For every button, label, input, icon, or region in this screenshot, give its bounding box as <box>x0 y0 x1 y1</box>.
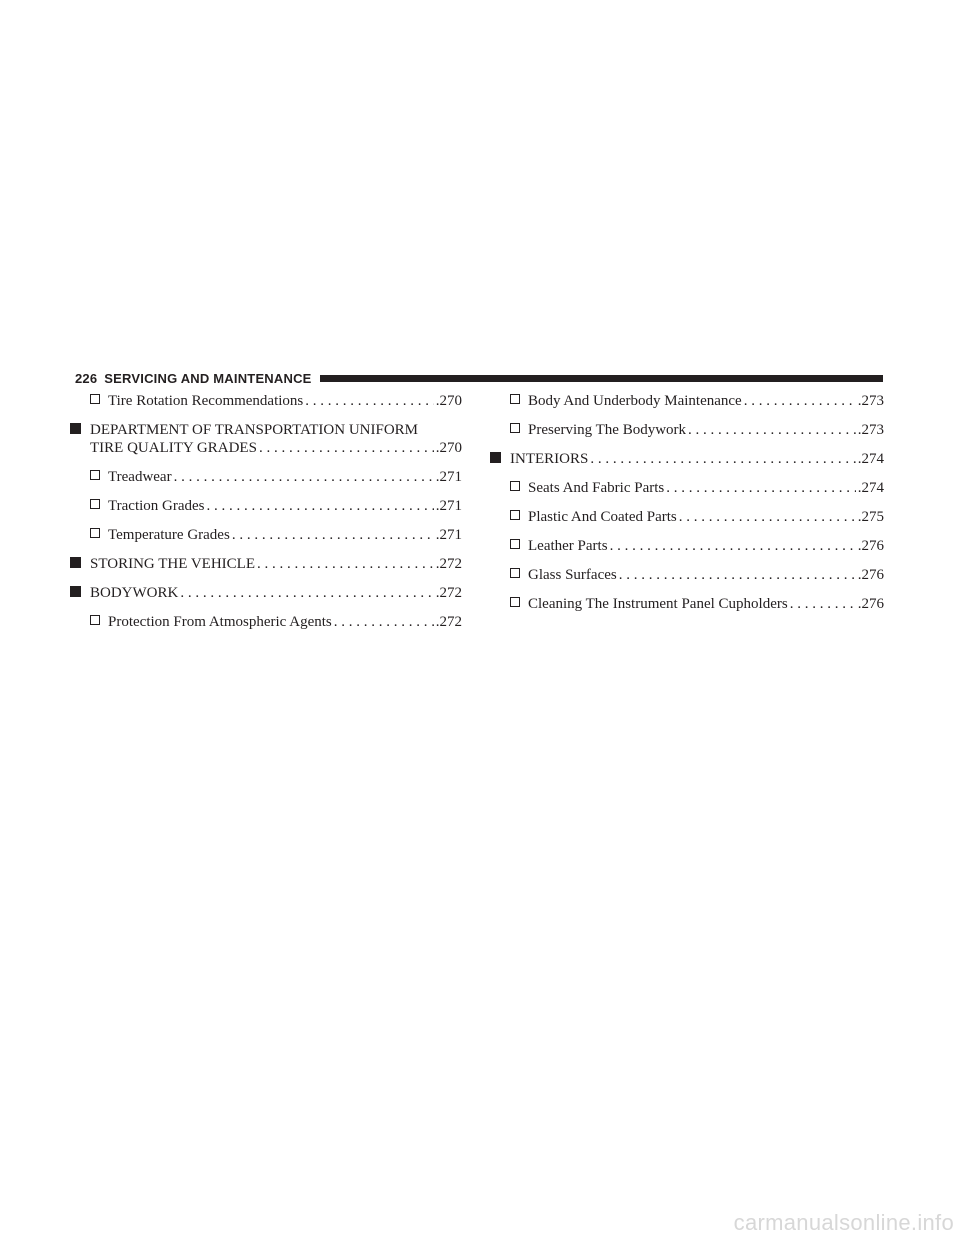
toc-entry-page: .274 <box>857 451 884 467</box>
toc-entry-page: .276 <box>857 596 884 612</box>
toc-entry-label: Tire Rotation Recommendations <box>108 393 304 409</box>
hollow-square-bullet-icon <box>510 568 520 578</box>
dot-leader <box>174 468 434 486</box>
hollow-square-bullet-icon <box>510 539 520 549</box>
toc-entry-page: .270 <box>435 440 462 456</box>
hollow-square-bullet-icon <box>90 615 100 625</box>
page-number: 226 <box>75 371 98 386</box>
toc-entry[interactable] <box>90 613 462 631</box>
dot-leader <box>232 526 434 544</box>
toc-entry-label: INTERIORS <box>510 451 589 467</box>
dot-leader <box>610 537 856 555</box>
page-header <box>75 371 883 386</box>
dot-leader <box>207 497 434 515</box>
toc-entry-label: STORING THE VEHICLE <box>90 556 255 572</box>
filled-square-bullet-icon <box>70 557 81 568</box>
hollow-square-bullet-icon <box>510 394 520 404</box>
filled-square-bullet-icon <box>70 423 81 434</box>
toc-entry-page: .276 <box>857 538 884 554</box>
toc-entry[interactable] <box>70 555 462 573</box>
toc-entry-label: Glass Surfaces <box>528 567 617 583</box>
toc-entry[interactable] <box>90 392 462 410</box>
toc-entry[interactable] <box>510 421 884 439</box>
toc-entry-label-continued: TIRE QUALITY GRADES <box>90 440 257 456</box>
section-title: SERVICING AND MAINTENANCE <box>104 371 312 386</box>
toc-entry-label: BODYWORK <box>90 585 179 601</box>
hollow-square-bullet-icon <box>510 423 520 433</box>
hollow-square-bullet-icon <box>90 470 100 480</box>
toc-entry-page: .275 <box>857 509 884 525</box>
toc-entry-label: Traction Grades <box>108 498 205 514</box>
toc-entry[interactable] <box>510 508 884 526</box>
toc-entry[interactable] <box>70 421 462 457</box>
toc-entry-page: .271 <box>435 498 462 514</box>
toc-entry[interactable] <box>510 392 884 410</box>
filled-square-bullet-icon <box>70 586 81 597</box>
toc-entry-page: .272 <box>435 585 462 601</box>
toc-entry-label: Body And Underbody Maintenance <box>528 393 742 409</box>
watermark: carmanualsonline.info <box>733 1210 954 1235</box>
toc-entry-page: .276 <box>857 567 884 583</box>
filled-square-bullet-icon <box>490 452 501 463</box>
toc-left-column <box>90 392 462 642</box>
toc-entry-page: .270 <box>435 393 462 409</box>
header-rule <box>320 375 883 382</box>
dot-leader <box>259 439 434 457</box>
toc-entry[interactable] <box>90 497 462 515</box>
dot-leader <box>257 555 434 573</box>
dot-leader <box>590 450 855 468</box>
toc-entry[interactable] <box>510 479 884 497</box>
dot-leader <box>334 613 434 631</box>
toc-entry[interactable] <box>510 566 884 584</box>
toc-entry-page: .273 <box>857 393 884 409</box>
toc-entry-label: Cleaning The Instrument Panel Cupholders <box>528 596 788 612</box>
toc-entry-page: .271 <box>435 469 462 485</box>
toc-entry-page: .271 <box>435 527 462 543</box>
toc-entry-label: Plastic And Coated Parts <box>528 509 677 525</box>
toc-entry-label: DEPARTMENT OF TRANSPORTATION UNIFORM <box>90 422 419 438</box>
dot-leader <box>790 595 856 613</box>
dot-leader <box>744 392 856 410</box>
toc-entry[interactable] <box>510 537 884 555</box>
toc-entry-label: Protection From Atmospheric Agents <box>108 614 332 630</box>
dot-leader <box>666 479 856 497</box>
toc-right-column <box>510 392 884 624</box>
dot-leader <box>619 566 856 584</box>
toc-entry-label: Temperature Grades <box>108 527 230 543</box>
hollow-square-bullet-icon <box>510 481 520 491</box>
toc-entry-page: .273 <box>857 422 884 438</box>
hollow-square-bullet-icon <box>510 597 520 607</box>
dot-leader <box>679 508 856 526</box>
toc-entry-page: .272 <box>435 614 462 630</box>
toc-entry[interactable] <box>90 468 462 486</box>
toc-entry[interactable] <box>510 595 884 613</box>
toc-entry-page: .272 <box>435 556 462 572</box>
toc-entry-page: .274 <box>857 480 884 496</box>
hollow-square-bullet-icon <box>90 528 100 538</box>
hollow-square-bullet-icon <box>90 499 100 509</box>
toc-entry[interactable] <box>70 584 462 602</box>
toc-entry-label: Leather Parts <box>528 538 608 554</box>
toc-entry[interactable] <box>90 526 462 544</box>
dot-leader <box>688 421 856 439</box>
toc-entry-label: Preserving The Bodywork <box>528 422 687 438</box>
dot-leader <box>180 584 433 602</box>
hollow-square-bullet-icon <box>90 394 100 404</box>
toc-entry-label: Treadwear <box>108 469 172 485</box>
toc-entry-label: Seats And Fabric Parts <box>528 480 665 496</box>
toc-entry[interactable] <box>490 450 884 468</box>
hollow-square-bullet-icon <box>510 510 520 520</box>
dot-leader <box>305 392 433 410</box>
